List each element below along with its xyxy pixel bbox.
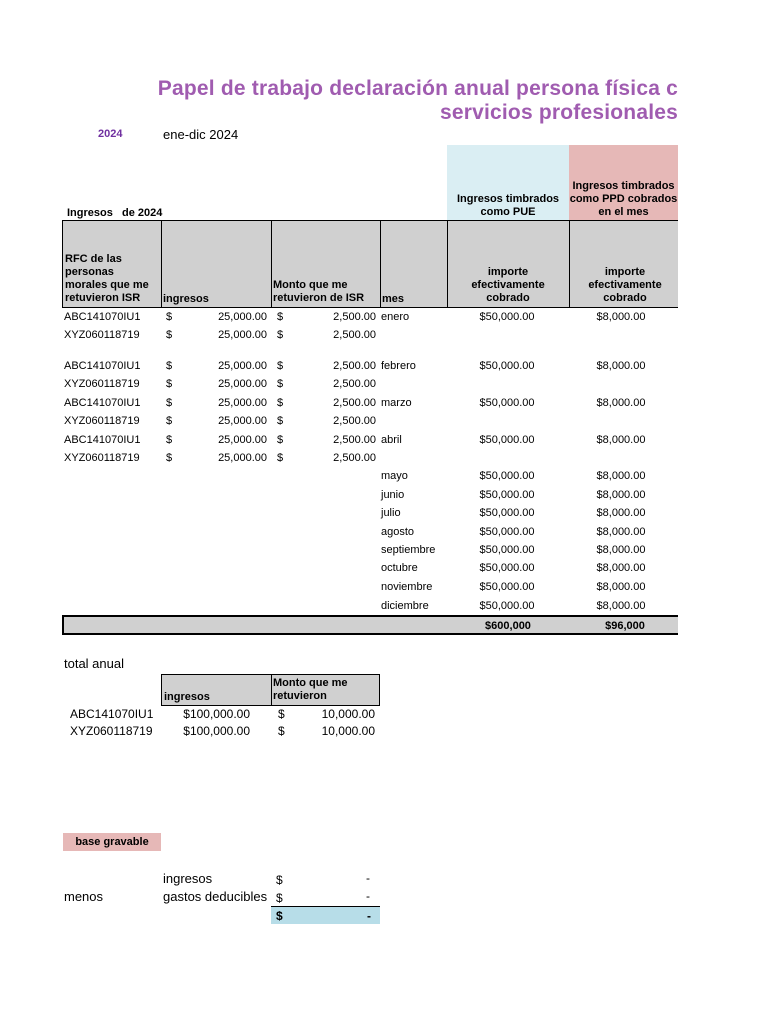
row-monto: 2,500.00 <box>333 434 376 446</box>
base-gastos-label: gastos deducibles <box>163 889 268 904</box>
page-title-line1: Papel de trabajo declaración anual persona física c <box>157 77 678 100</box>
base-ingresos-label: ingresos <box>163 871 213 886</box>
annual-label: total anual <box>64 656 124 671</box>
row-mes: abril <box>381 434 402 446</box>
row-ingresos-currency: $ <box>166 360 173 372</box>
total-pue: $600,000 <box>485 620 531 632</box>
row-pue: $50,000.00 <box>479 311 535 323</box>
row-ingresos: 25,000.00 <box>218 329 267 341</box>
ppd-header-cell <box>569 145 678 221</box>
row-monto-currency: $ <box>277 452 284 464</box>
base-gravable-label: base gravable <box>63 833 161 851</box>
row-mes: marzo <box>381 397 412 409</box>
row-ppd: $8,000.00 <box>596 544 646 556</box>
row-ingresos: 25,000.00 <box>218 360 267 372</box>
row-mes: junio <box>381 489 405 501</box>
row-monto: 2,500.00 <box>333 378 376 390</box>
row-pue: $50,000.00 <box>479 562 535 574</box>
row-pue: $50,000.00 <box>479 544 535 556</box>
annual-row-2-rfc: XYZ060118719 <box>70 724 153 738</box>
annual-header-ingresos: ingresos <box>164 691 210 703</box>
row-pue: $50,000.00 <box>479 507 535 519</box>
row-mes: agosto <box>381 526 415 538</box>
section-label: Ingresos de 2024 <box>67 207 163 219</box>
row-ingresos: 25,000.00 <box>218 415 267 427</box>
row-mes: julio <box>381 507 401 519</box>
row-rfc: XYZ060118719 <box>64 329 140 341</box>
ppd-header-label: Ingresos timbrados como PPD cobrados en el mes <box>569 180 678 218</box>
row-ingresos-currency: $ <box>166 329 173 341</box>
header-pue-importe: importe efectivamente cobrado <box>471 266 545 304</box>
row-mes: noviembre <box>381 581 433 593</box>
header-mes: mes <box>382 293 405 305</box>
pue-header-label: Ingresos timbrados como PUE <box>456 193 560 218</box>
row-ingresos-currency: $ <box>166 415 173 427</box>
annual-header-monto: Monto que me retuvieron <box>273 677 348 702</box>
row-pue: $50,000.00 <box>479 489 535 501</box>
row-ppd: $8,000.00 <box>596 434 646 446</box>
row-ppd: $8,000.00 <box>596 562 646 574</box>
row-rfc: ABC141070IU1 <box>64 360 141 372</box>
row-mes: mayo <box>381 470 408 482</box>
base-ingresos-currency: $ <box>276 873 283 887</box>
row-rfc: XYZ060118719 <box>64 378 140 390</box>
row-mes: enero <box>381 311 410 323</box>
row-pue: $50,000.00 <box>479 581 535 593</box>
row-ppd: $8,000.00 <box>596 311 646 323</box>
row-monto-currency: $ <box>277 397 284 409</box>
row-monto-currency: $ <box>277 329 284 341</box>
annual-row-1-ingresos: $100,000.00 <box>183 707 250 721</box>
pue-header-cell <box>447 145 569 221</box>
row-monto-currency: $ <box>277 311 284 323</box>
base-menos-label: menos <box>64 889 104 904</box>
row-pue: $50,000.00 <box>479 434 535 446</box>
row-ppd: $8,000.00 <box>596 526 646 538</box>
base-gastos-currency: $ <box>276 891 283 905</box>
row-rfc: ABC141070IU1 <box>64 434 141 446</box>
row-ingresos: 25,000.00 <box>218 434 267 446</box>
row-mes: septiembre <box>381 544 436 556</box>
base-total-value: - <box>367 909 371 923</box>
base-total-currency: $ <box>276 909 283 923</box>
row-rfc: ABC141070IU1 <box>64 311 141 323</box>
row-ingresos: 25,000.00 <box>218 397 267 409</box>
row-ppd: $8,000.00 <box>596 397 646 409</box>
row-monto: 2,500.00 <box>333 452 376 464</box>
row-ppd: $8,000.00 <box>596 600 646 612</box>
header-ingresos: ingresos <box>163 293 209 305</box>
annual-row-1-rfc: ABC141070IU1 <box>70 707 154 721</box>
row-monto: 2,500.00 <box>333 329 376 341</box>
annual-row-2-ingresos: $100,000.00 <box>183 724 250 738</box>
row-ppd: $8,000.00 <box>596 470 646 482</box>
page-title-line2: servicios profesionales <box>439 101 678 124</box>
period-range: ene-dic 2024 <box>163 127 239 142</box>
row-monto: 2,500.00 <box>333 415 376 427</box>
row-monto: 2,500.00 <box>333 397 376 409</box>
row-monto: 2,500.00 <box>333 360 376 372</box>
row-mes: febrero <box>381 360 416 372</box>
row-ppd: $8,000.00 <box>596 360 646 372</box>
header-ppd-importe: importe efectivamente cobrado <box>588 266 662 304</box>
annual-header <box>161 674 380 706</box>
row-ppd: $8,000.00 <box>596 507 646 519</box>
row-ingresos-currency: $ <box>166 397 173 409</box>
period-year: 2024 <box>98 128 123 140</box>
row-ingresos-currency: $ <box>166 378 173 390</box>
row-pue: $50,000.00 <box>479 360 535 372</box>
base-total-cell <box>271 906 380 924</box>
row-pue: $50,000.00 <box>479 526 535 538</box>
header-rfc: RFC de las personas morales que me retuvieron ISR <box>65 253 149 304</box>
totals-row <box>62 615 678 635</box>
row-mes: diciembre <box>381 600 429 612</box>
row-monto-currency: $ <box>277 378 284 390</box>
row-rfc: XYZ060118719 <box>64 452 140 464</box>
row-rfc: ABC141070IU1 <box>64 397 141 409</box>
table-header <box>62 220 678 308</box>
header-monto: Monto que me retuvieron de ISR <box>273 279 365 304</box>
row-pue: $50,000.00 <box>479 600 535 612</box>
base-ingresos-value: - <box>366 871 370 885</box>
row-monto-currency: $ <box>277 434 284 446</box>
base-gastos-value: - <box>366 889 370 903</box>
row-ppd: $8,000.00 <box>596 489 646 501</box>
row-pue: $50,000.00 <box>479 397 535 409</box>
row-rfc: XYZ060118719 <box>64 415 140 427</box>
row-ingresos: 25,000.00 <box>218 452 267 464</box>
row-ingresos-currency: $ <box>166 311 173 323</box>
annual-row-1-currency: $ <box>278 707 285 721</box>
row-ingresos-currency: $ <box>166 452 173 464</box>
annual-row-2-currency: $ <box>278 724 285 738</box>
row-monto-currency: $ <box>277 415 284 427</box>
row-monto-currency: $ <box>277 360 284 372</box>
row-ingresos: 25,000.00 <box>218 311 267 323</box>
row-ppd: $8,000.00 <box>596 581 646 593</box>
annual-row-2-monto: 10,000.00 <box>321 724 375 738</box>
row-monto: 2,500.00 <box>333 311 376 323</box>
row-ingresos: 25,000.00 <box>218 378 267 390</box>
row-ingresos-currency: $ <box>166 434 173 446</box>
row-pue: $50,000.00 <box>479 470 535 482</box>
row-mes: octubre <box>381 562 418 574</box>
total-ppd: $96,000 <box>605 620 645 632</box>
annual-row-1-monto: 10,000.00 <box>321 707 375 721</box>
